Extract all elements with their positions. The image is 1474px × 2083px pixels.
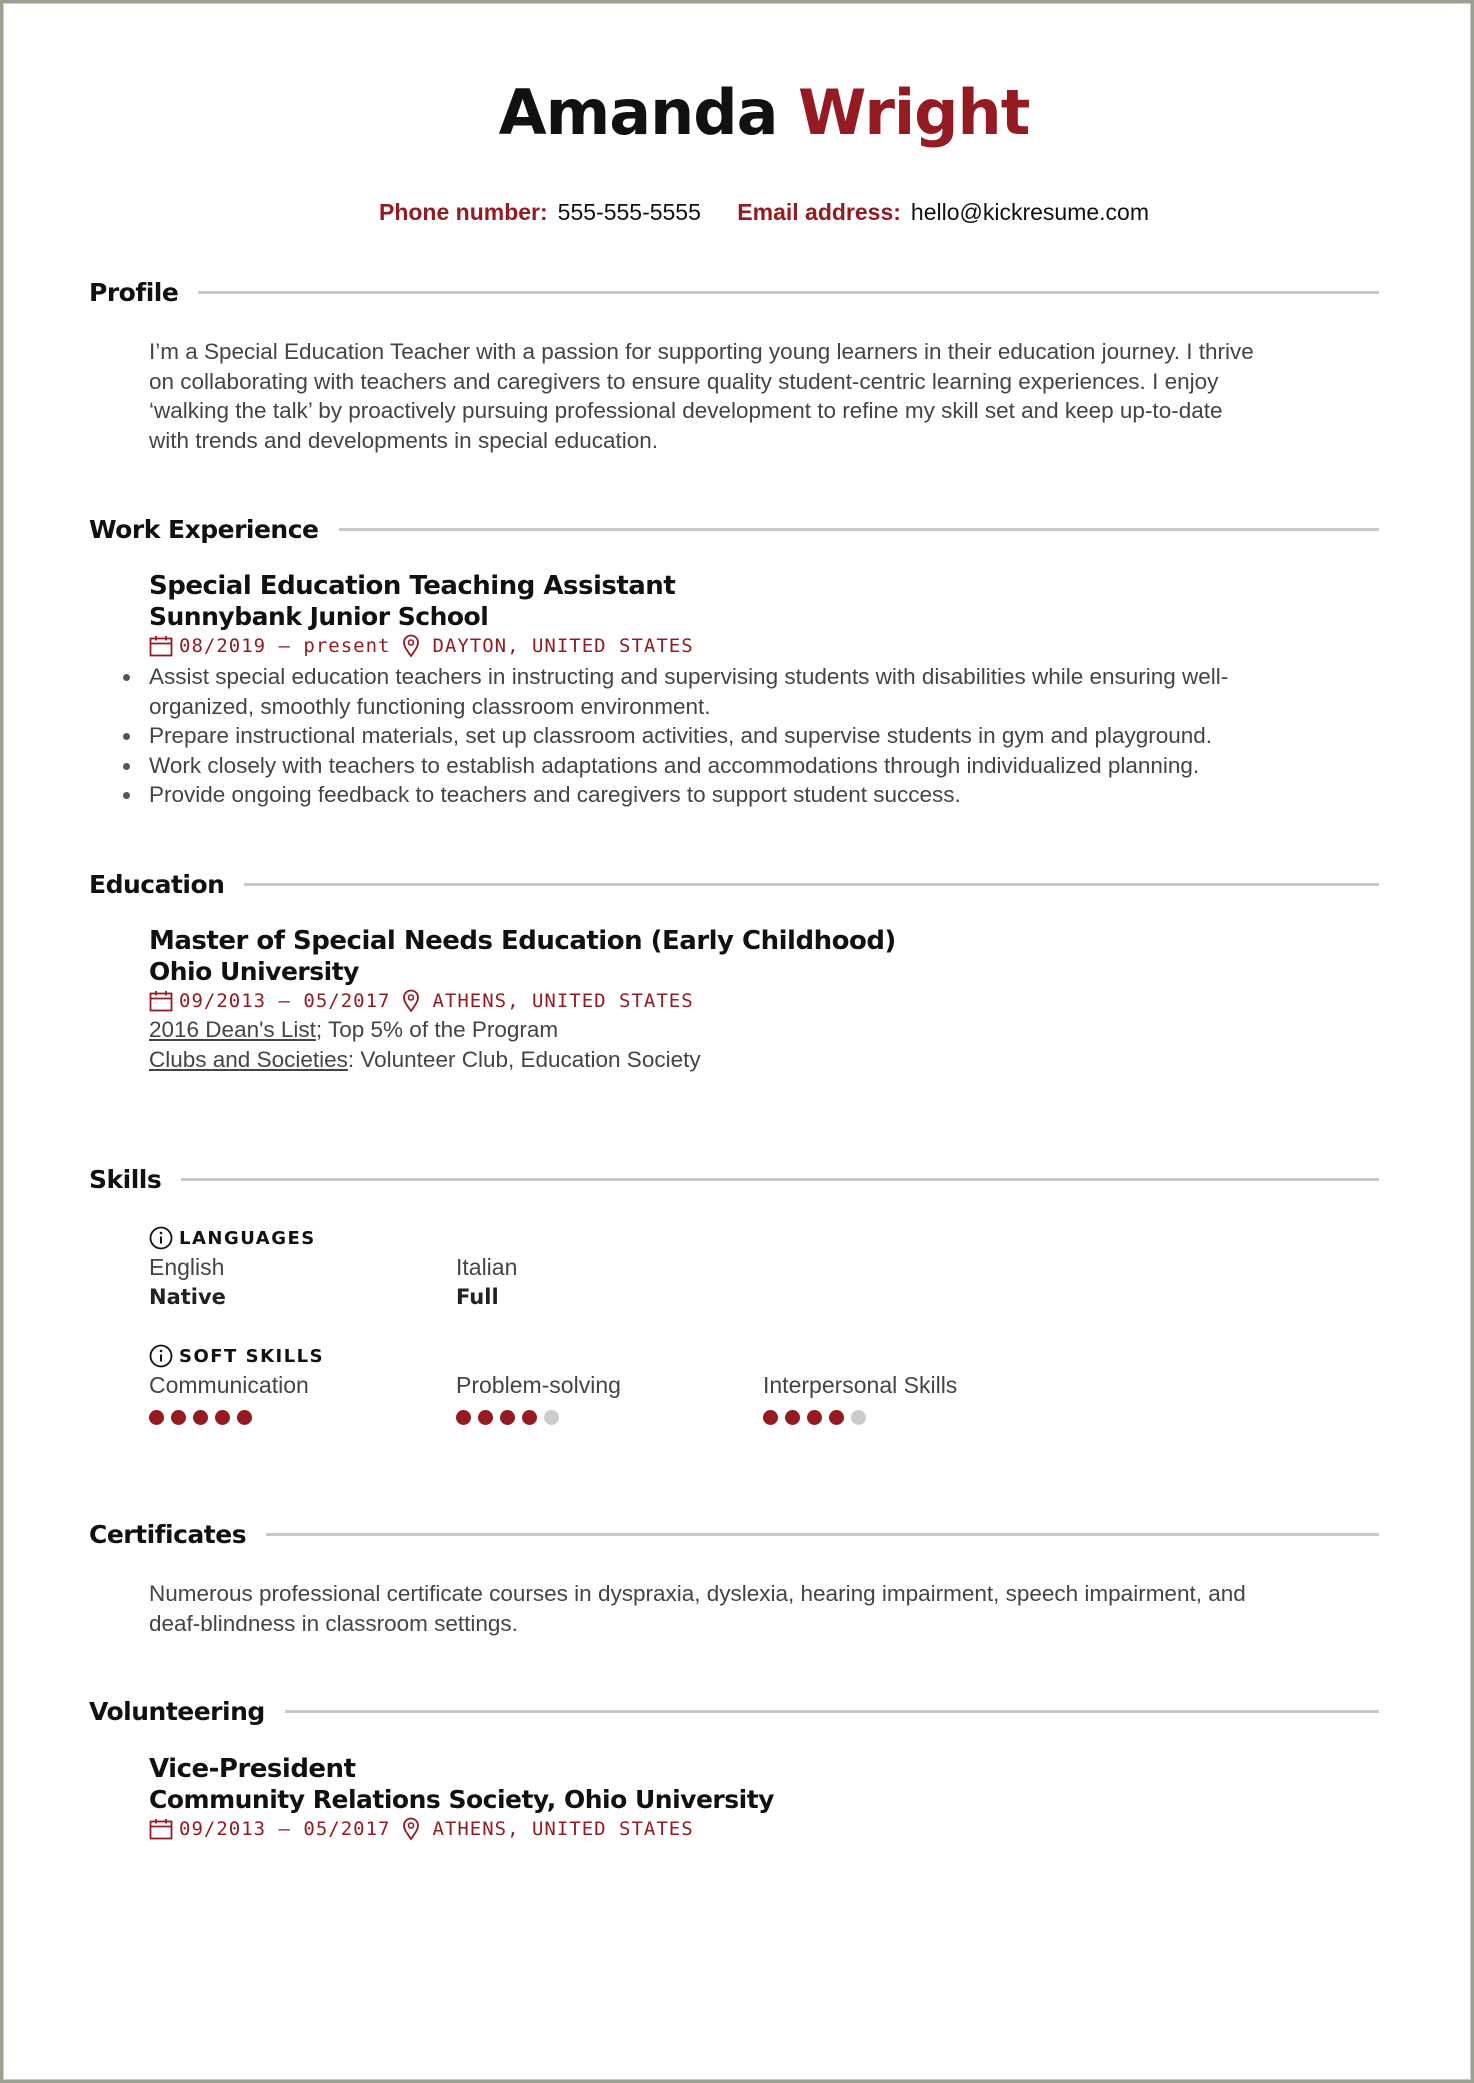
certificates-section-header (89, 1517, 1379, 1551)
location-pin-icon (402, 1817, 420, 1841)
rating-dot-filled (785, 1410, 800, 1425)
education-clubs (149, 1045, 1379, 1075)
skills-block (149, 1224, 1379, 1444)
volunteer-meta (149, 1815, 1379, 1843)
phone-value: 555-555-5555 (557, 199, 701, 225)
list-item (149, 662, 1379, 721)
rating-dot-empty (544, 1410, 559, 1425)
rating-dot-filled (500, 1410, 515, 1425)
bullet-line: Prepare instructional materials, set up classroom activities, and supervise students in gym and playground. (149, 723, 1213, 748)
email-label: Email address: (737, 199, 901, 225)
section-title-education: Education (89, 869, 225, 899)
school: Ohio University (149, 957, 359, 986)
section-divider (181, 1178, 1379, 1181)
list-item (149, 721, 1379, 751)
education-entry (149, 926, 1379, 1074)
education-honors (149, 1015, 1379, 1045)
rating-dots (456, 1407, 756, 1427)
contact-line (4, 199, 1474, 226)
language-level: Full (456, 1285, 499, 1309)
volunteering-section-header (89, 1694, 1379, 1728)
education-section-header (89, 867, 1379, 901)
candidate-name (4, 76, 1474, 149)
volunteer-role: Vice-President (149, 1754, 356, 1784)
certificate-line: deaf-blindness in classroom settings. (149, 1610, 518, 1636)
phone-label: Phone number: (378, 199, 548, 225)
section-divider (285, 1710, 1379, 1713)
rating-dot-filled (478, 1410, 493, 1425)
clubs-label: Clubs and Societies (149, 1046, 348, 1072)
section-divider (198, 291, 1379, 294)
skills-section-header (89, 1162, 1379, 1196)
language-name: Italian (456, 1254, 518, 1280)
section-divider (266, 1533, 1379, 1536)
soft-skill-name: Problem-solving (456, 1372, 621, 1398)
list-item (149, 751, 1379, 781)
bullet-line: organized, smoothly functioning classroom environment. (149, 693, 711, 719)
section-title-work: Work Experience (89, 514, 319, 544)
list-item (149, 780, 1379, 810)
profile-line: with trends and developments in special education. (149, 427, 659, 453)
profile-line: I’m a Special Education Teacher with a passion for supporting young learners in their education journey. I thrive (149, 339, 1254, 364)
work-dates: 08/2019 – present (179, 635, 391, 657)
honors-label: 2016 Dean's List (149, 1017, 316, 1042)
volunteer-dates: 09/2013 – 05/2017 (179, 1818, 391, 1840)
rating-dot-filled (807, 1410, 822, 1425)
volunteer-org: Community Relations Society, Ohio University (149, 1785, 774, 1814)
language-item (456, 1252, 756, 1312)
rating-dots (763, 1407, 1063, 1427)
work-bullets (149, 662, 1379, 810)
certificates-text (149, 1579, 1379, 1638)
soft-skills-heading (149, 1342, 324, 1370)
calendar-icon (149, 990, 173, 1012)
rating-dot-filled (215, 1410, 230, 1425)
profile-line: ‘walking the talk’ by proactively pursuing professional development to refine my skill set and keep up-to-date (149, 398, 1223, 423)
calendar-icon (149, 635, 173, 657)
profile-text (149, 337, 1379, 455)
rating-dot-filled (171, 1410, 186, 1425)
language-item (149, 1252, 449, 1312)
rating-dot-filled (456, 1410, 471, 1425)
volunteering-entry (149, 1754, 1379, 1843)
first-name: Amanda (498, 76, 778, 149)
section-divider (339, 528, 1380, 531)
rating-dot-filled (763, 1410, 778, 1425)
rating-dot-filled (149, 1410, 164, 1425)
rating-dot-empty (851, 1410, 866, 1425)
education-location: ATHENS, UNITED STATES (432, 990, 694, 1012)
info-icon (149, 1226, 173, 1250)
profile-line: on collaborating with teachers and caregivers to ensure quality student-centric learning experiences. I enjoy (149, 368, 1219, 394)
languages-heading (149, 1224, 1379, 1252)
soft-skill-item (456, 1370, 756, 1427)
job-title: Special Education Teaching Assistant (149, 571, 676, 601)
soft-skill-name: Communication (149, 1372, 309, 1398)
education-dates: 09/2013 – 05/2017 (179, 990, 391, 1012)
volunteer-location: ATHENS, UNITED STATES (432, 1818, 694, 1840)
soft-skills-label: SOFT SKILLS (179, 1345, 325, 1367)
info-icon (149, 1344, 173, 1368)
certificate-line: Numerous professional certificate courses in dyspraxia, dyslexia, hearing impairment, speech impairment, and (149, 1581, 1246, 1606)
profile-section-header (89, 275, 1379, 309)
degree: Master of Special Needs Education (Early Childhood) (149, 926, 896, 956)
resume-page (3, 3, 1471, 2080)
language-name: English (149, 1254, 225, 1280)
section-divider (244, 883, 1379, 886)
bullet-line: Assist special education teachers in instructing and supervising students with disabilities while ensuring well- (149, 664, 1229, 689)
soft-skill-item (763, 1370, 1063, 1427)
bullet-line: Work closely with teachers to establish adaptations and accommodations through individualized planning. (149, 752, 1200, 778)
section-title-profile: Profile (89, 277, 179, 307)
education-meta (149, 987, 1379, 1015)
rating-dots (149, 1407, 449, 1427)
work-location: DAYTON, UNITED STATES (432, 635, 694, 657)
work-meta (149, 632, 1379, 660)
language-level: Native (149, 1285, 226, 1309)
location-pin-icon (402, 989, 420, 1013)
languages-label: LANGUAGES (179, 1227, 316, 1249)
location-pin-icon (402, 634, 420, 658)
honors-text: ; Top 5% of the Program (315, 1017, 559, 1042)
section-title-volunteering: Volunteering (89, 1696, 265, 1726)
clubs-text: : Volunteer Club, Education Society (347, 1046, 701, 1072)
work-entry (149, 571, 1379, 810)
soft-skill-name: Interpersonal Skills (763, 1372, 958, 1398)
bullet-line: Provide ongoing feedback to teachers and caregivers to support student success. (149, 782, 961, 807)
rating-dot-filled (193, 1410, 208, 1425)
email-value[interactable]: hello@kickresume.com (910, 199, 1150, 225)
last-name: Wright (798, 76, 1030, 149)
employer: Sunnybank Junior School (149, 602, 489, 631)
section-title-certificates: Certificates (89, 1519, 247, 1549)
rating-dot-filled (829, 1410, 844, 1425)
soft-skill-item (149, 1370, 449, 1427)
work-section-header (89, 512, 1379, 546)
rating-dot-filled (237, 1410, 252, 1425)
section-title-skills: Skills (89, 1164, 162, 1194)
calendar-icon (149, 1818, 173, 1840)
rating-dot-filled (522, 1410, 537, 1425)
